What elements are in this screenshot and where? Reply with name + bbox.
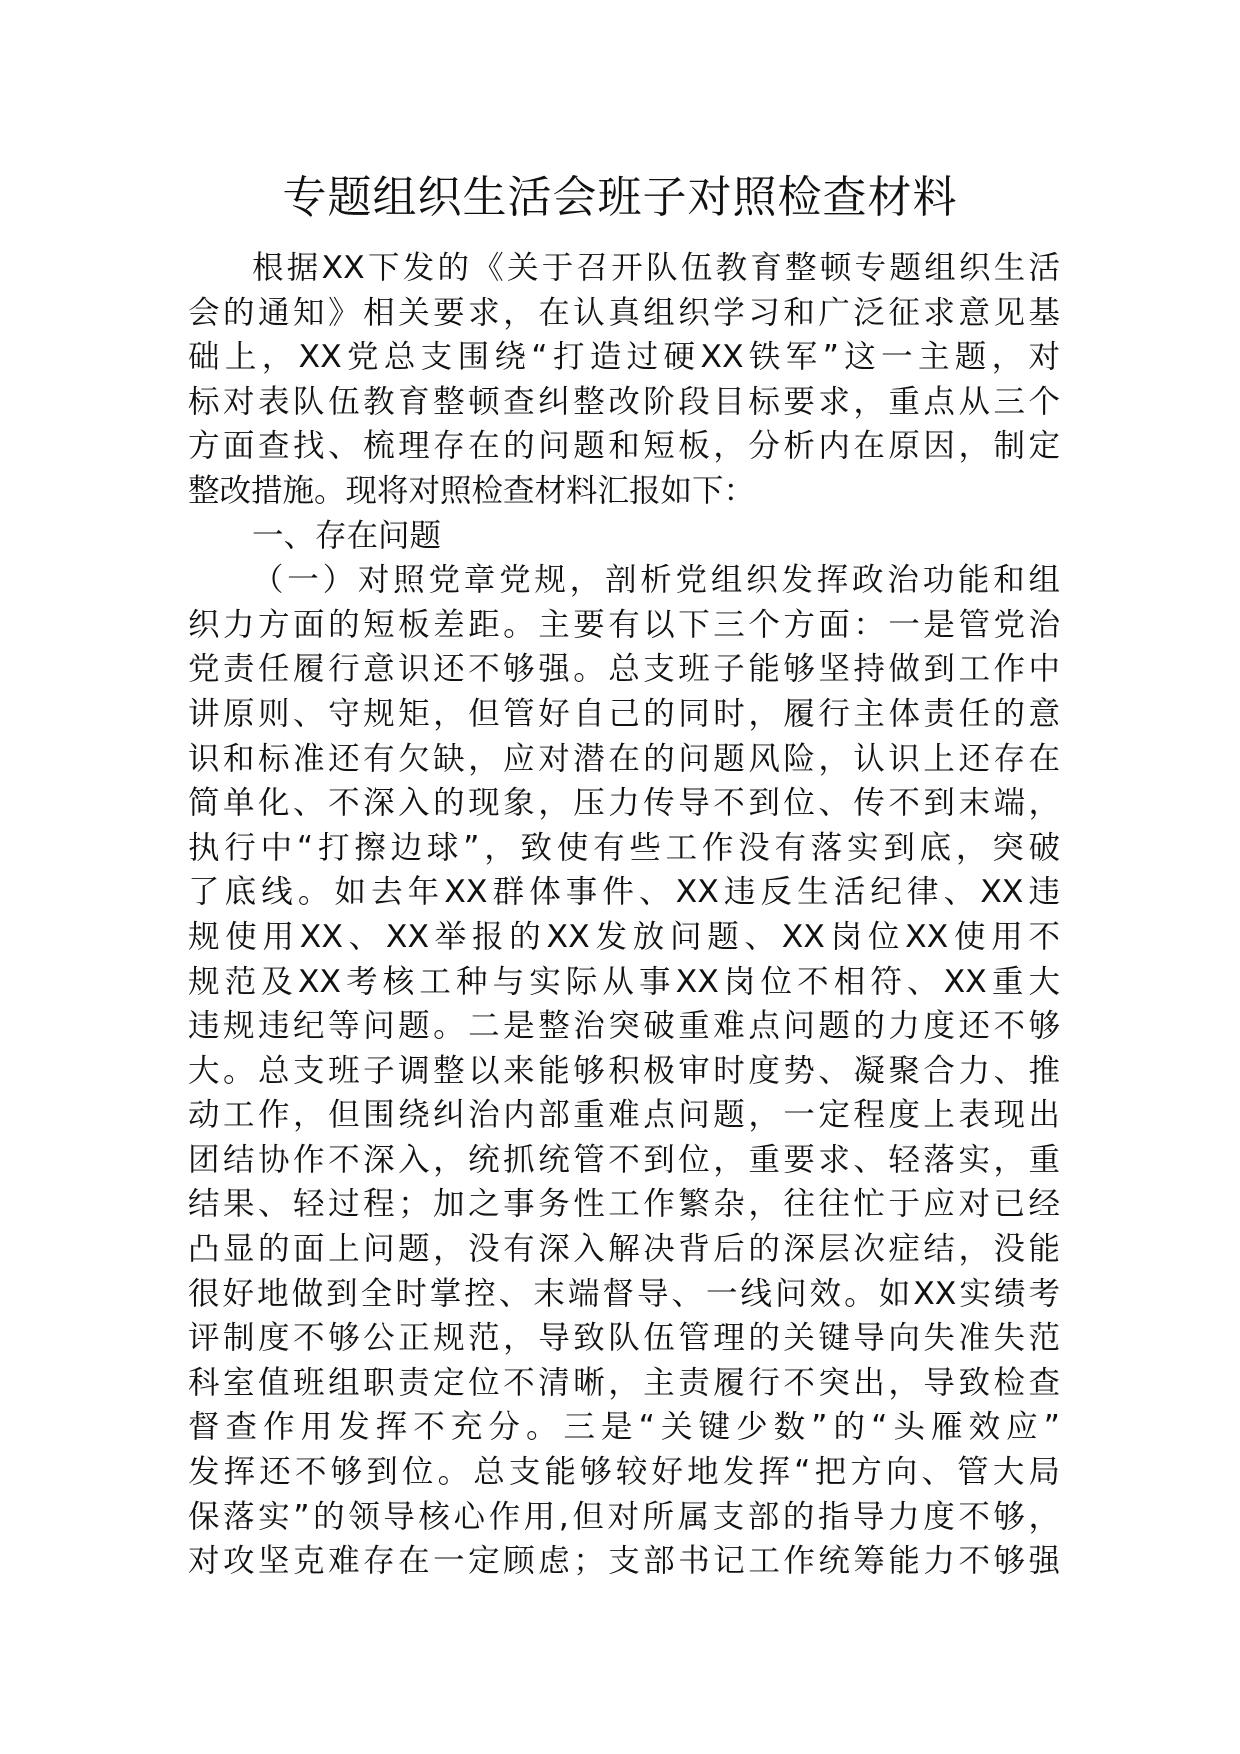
text-line: 标对表队伍教育整顿查纠整改阶段目标要求，重点从三个 <box>188 383 1060 420</box>
text-line: 评制度不够公正规范，导致队伍管理的关键导向失准失范 <box>188 1320 1060 1357</box>
text-line: 织力方面的短板差距。主要有以下三个方面：一是管党治 <box>188 606 1060 643</box>
text-line: 会的通知》相关要求，在认真组织学习和广泛征求意见基 <box>188 294 1060 331</box>
text-line: （一）对照党章党规，剖析党组织发挥政治功能和组 <box>252 562 1060 599</box>
text-line: 很好地做到全时掌控、末端督导、一线问效。如XX实绩考 <box>188 1275 1060 1312</box>
text-line: 动工作，但围绕纠治内部重难点问题，一定程度上表现出 <box>188 1097 1060 1134</box>
document-body <box>188 246 1060 1584</box>
text-line: 简单化、不深入的现象，压力传导不到位、传不到末端， <box>188 785 1060 822</box>
text-line: 对攻坚克难存在一定顾虑；支部书记工作统筹能力不够强 <box>188 1543 1060 1580</box>
text-line: 保落实”的领导核心作用,但对所属支部的指导力度不够， <box>188 1498 1060 1535</box>
text-line: 结果、轻过程；加之事务性工作繁杂，往往忙于应对已经 <box>188 1186 1060 1223</box>
text-line: 根据XX下发的《关于召开队伍教育整顿专题组织生活 <box>252 250 1060 286</box>
text-line: 础上，XX党总支围绕“打造过硬XX铁军”这一主题，对 <box>188 339 1060 376</box>
text-line: 发挥还不够到位。总支能够较好地发挥“把方向、管大局 <box>188 1454 1060 1491</box>
text-line: 凸显的面上问题，没有深入解决背后的深层次症结，没能 <box>188 1231 1060 1268</box>
text-line: 了底线。如去年XX群体事件、XX违反生活纪律、XX违 <box>188 874 1060 911</box>
text-line: 违规违纪等问题。二是整治突破重难点问题的力度还不够 <box>188 1008 1060 1045</box>
document-title: 专题组织生活会班子对照检查材料 <box>282 172 958 223</box>
text-line: 一、存在问题 <box>252 517 442 554</box>
text-line: 科室值班组职责定位不清晰，主责履行不突出，导致检查 <box>188 1364 1060 1401</box>
text-line: 整改措施。现将对照检查材料汇报如下： <box>188 472 756 509</box>
text-line: 团结协作不深入，统抓统管不到位，重要求、轻落实，重 <box>188 1141 1060 1178</box>
text-line: 讲原则、守规矩，但管好自己的同时，履行主体责任的意 <box>188 695 1060 732</box>
text-line: 方面查找、梳理存在的问题和短板，分析内在原因，制定 <box>188 428 1060 465</box>
text-line: 规范及XX考核工种与实际从事XX岗位不相符、XX重大 <box>188 963 1060 1000</box>
text-line: 执行中“打擦边球”，致使有些工作没有落实到底，突破 <box>188 829 1060 866</box>
text-line: 党责任履行意识还不够强。总支班子能够坚持做到工作中 <box>188 651 1060 688</box>
text-line: 识和标准还有欠缺，应对潜在的问题风险，认识上还存在 <box>188 740 1060 777</box>
text-line: 大。总支班子调整以来能够积极审时度势、凝聚合力、推 <box>188 1052 1060 1089</box>
text-line: 督查作用发挥不充分。三是“关键少数”的“头雁效应” <box>188 1409 1060 1446</box>
text-line: 规使用XX、XX举报的XX发放问题、XX岗位XX使用不 <box>188 918 1060 955</box>
